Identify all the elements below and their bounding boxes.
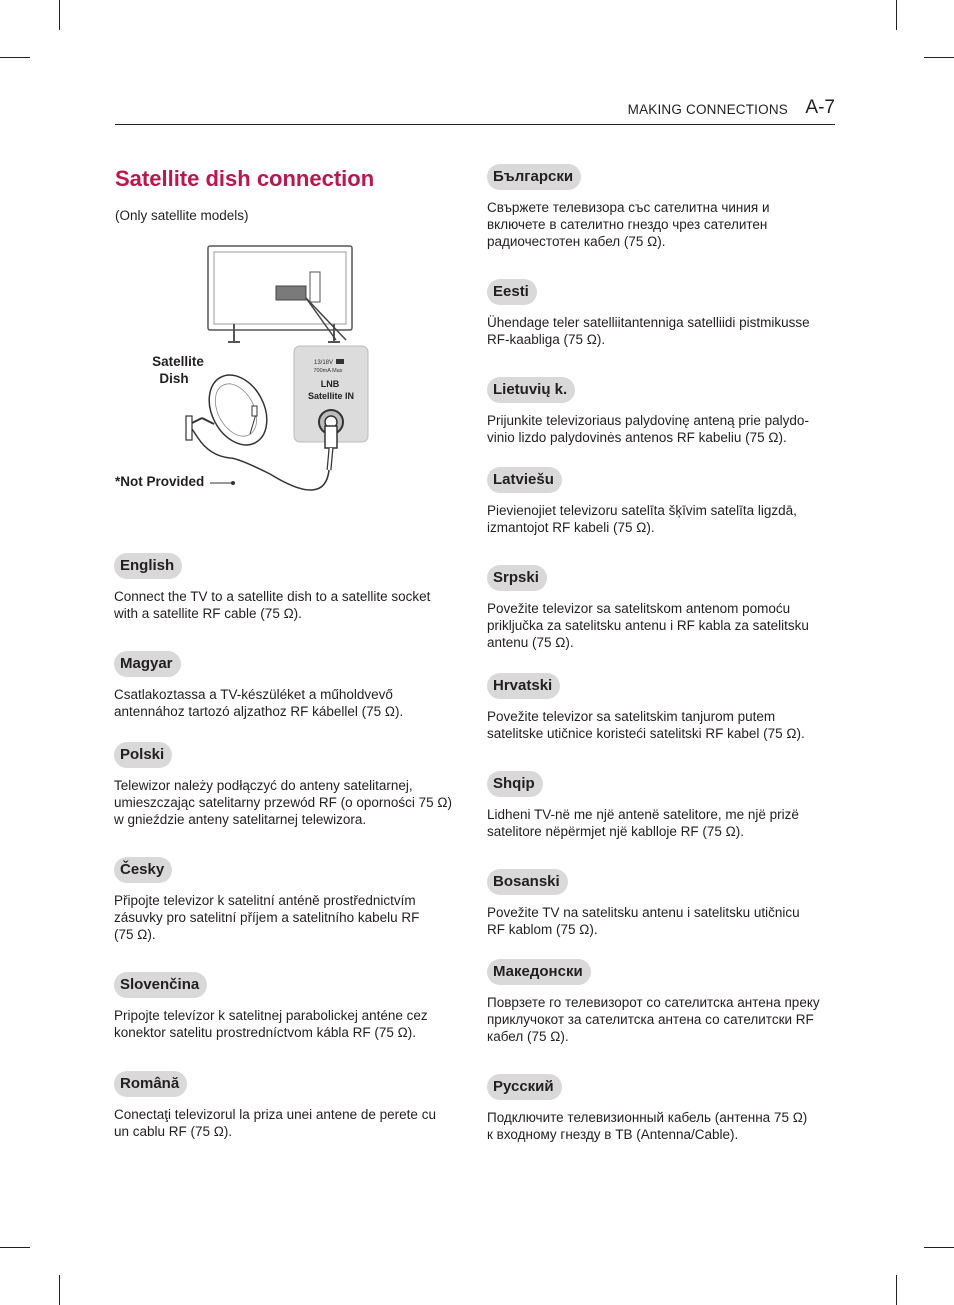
lang-label: Polski (114, 742, 172, 768)
diagram-illustration (110, 238, 480, 498)
lang-description: Свържете телевизора със сателитна чиния и включете в сателитно гнездо чрез сателитен радиочестотен кабел (75 Ω). (487, 200, 770, 249)
lang-description: Поврзете го телевизорот со сателитска антена преку приклучокот за сателитска антена со сателитски RF кабел (75 Ω). (487, 995, 820, 1044)
lang-description: Telewizor należy podłączyć do anteny satelitarnej, umieszczając satelitarny przewód RF (o oporności 75 Ω) w gnieździe anteny satelitarnej telewizora. (114, 778, 452, 827)
lang-description: Povežite TV na satelitsku antenu i satelitsku utičnicu RF kablom (75 Ω). (487, 905, 800, 937)
page-header (115, 98, 835, 125)
lang-label: Česky (114, 857, 172, 883)
lang-block-english (114, 553, 464, 622)
port-current: 700mA Max (313, 368, 343, 374)
port-name-label: Satellite IN (307, 391, 355, 401)
lang-description: Conectaţi televizorul la priza unei antene de perete cu un cablu RF (75 Ω). (114, 1107, 436, 1139)
lang-description: Lidheni TV-në me një antenë satelitore, me një prizë satelitore nëpërmjet një kablloje RF (75 Ω). (487, 807, 799, 839)
lang-block-eesti (487, 279, 837, 348)
lang-description: Povežite televizor sa satelitskim tanjurom putem satelitske utičnice koristeći satelitski RF kabel (75 Ω). (487, 709, 805, 741)
connection-diagram (110, 238, 480, 498)
lang-block-hrvatski (487, 673, 837, 742)
lang-label: Shqip (487, 771, 543, 797)
lang-label: Русский (487, 1074, 562, 1100)
port-voltage: 13/18V (314, 360, 334, 366)
lang-block-romana (114, 1071, 464, 1140)
lang-label: Lietuvių k. (487, 377, 575, 403)
subtitle: (Only satellite models) (115, 208, 249, 223)
crop-mark (0, 1247, 30, 1248)
lang-block-latviesu (487, 467, 837, 536)
tv-back-icon (208, 246, 352, 342)
lang-block-bosanski (487, 869, 837, 938)
lang-description: Ühendage teler satelliitantenniga satelliidi pistmikusse RF-kaabliga (75 Ω). (487, 315, 810, 347)
lang-description: Pievienojiet televizoru satelīta šķīvim satelīta ligzdā, izmantojot RF kabeli (75 Ω). (487, 503, 797, 535)
lang-block-cesky (114, 857, 464, 943)
page-number: A-7 (805, 97, 835, 118)
lang-block-bulgarian (487, 164, 837, 250)
lang-label: Latviešu (487, 467, 562, 493)
lang-block-lietuviu (487, 377, 837, 446)
lang-block-slovencina (114, 972, 464, 1041)
lang-label: Română (114, 1071, 187, 1097)
lang-block-russkiy (487, 1074, 837, 1143)
lang-block-makedonski (487, 959, 837, 1045)
crop-mark (896, 0, 897, 30)
lang-block-shqip (487, 771, 837, 840)
crop-mark (59, 0, 60, 30)
dish-label-line2: Dish (159, 371, 189, 386)
not-provided-label: *Not Provided (115, 474, 205, 489)
crop-mark (0, 57, 30, 58)
page-title: Satellite dish connection (115, 166, 375, 191)
lang-description: Csatlakoztassa a TV-készüléket a műholdvevő antennához tartozó aljzathoz RF kábellel (75 Ω). (114, 687, 404, 719)
lang-label: Hrvatski (487, 673, 560, 699)
lang-description: Подключите телевизионный кабель (антенна 75 Ω) к входному гнезду в ТВ (Antenna/Cable). (487, 1110, 808, 1142)
lang-description: Prijunkite televizoriaus palydovinę anteną prie palydo- vinio lizdo palydovinės antenos RF kabeliu (75 Ω). (487, 413, 809, 445)
lang-block-srpski (487, 565, 837, 651)
lang-label: English (114, 553, 182, 579)
lang-label: Eesti (487, 279, 537, 305)
lang-description: Připojte televizor k satelitní anténě prostřednictvím zásuvky pro satelitní příjem a satelitního kabelu RF (75 Ω). (114, 893, 420, 942)
section-title: MAKING CONNECTIONS (627, 102, 788, 117)
lang-description: Pripojte televízor k satelitnej parabolickej anténe cez konektor satelitu prostredníctvom kábla RF (75 Ω). (114, 1008, 428, 1040)
lang-label: Bosanski (487, 869, 568, 895)
crop-mark (59, 1275, 60, 1305)
lang-label: Български (487, 164, 581, 190)
rf-connector-icon (325, 426, 337, 470)
lang-label: Srpski (487, 565, 547, 591)
port-lnb-label: LNB (320, 379, 340, 389)
lang-description: Connect the TV to a satellite dish to a satellite socket with a satellite RF cable (75 Ω). (114, 589, 431, 621)
lang-description: Povežite televizor sa satelitskom antenom pomoću priključka za satelitsku antenu i RF kabla za satelitsku antenu (75 Ω). (487, 601, 809, 650)
lang-label: Magyar (114, 651, 181, 677)
crop-mark (924, 1247, 954, 1248)
lang-block-polski (114, 742, 464, 828)
crop-mark (896, 1275, 897, 1305)
lang-label: Slovenčina (114, 972, 207, 998)
crop-mark (924, 57, 954, 58)
lang-block-magyar (114, 651, 464, 720)
dish-label-line1: Satellite (152, 354, 204, 369)
lang-label: Македонски (487, 959, 591, 985)
